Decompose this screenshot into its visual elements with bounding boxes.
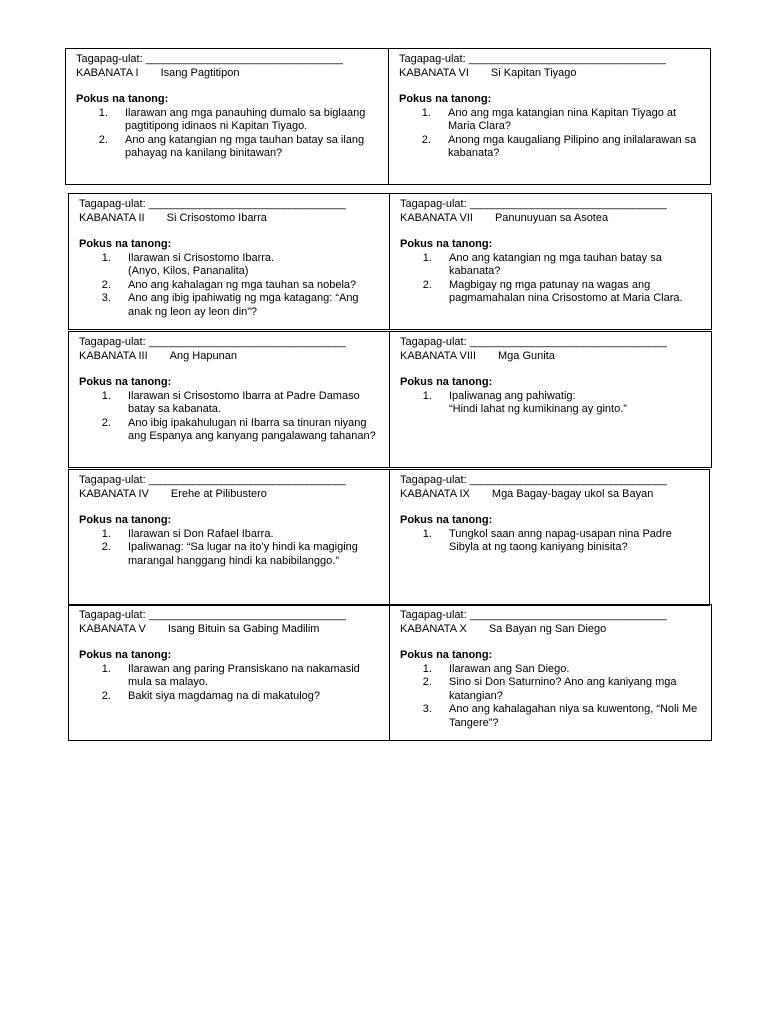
card-kabanata-8 (390, 331, 712, 468)
question: 1. Ilarawan ang San Diego. (435, 663, 701, 677)
chapter-heading: KABANATA VIII Mga Gunita (400, 349, 555, 362)
card-kabanata-1 (65, 48, 389, 185)
question-list (79, 390, 379, 444)
chapter-heading: KABANATA V Isang Bituin sa Gabing Madilim (79, 622, 320, 635)
chapter-heading: KABANATA X Sa Bayan ng San Diego (400, 622, 607, 635)
question: 3. Ano ang kahalagahan niya sa kuwentong, “Noli Me Tangere”? (435, 703, 701, 730)
reporter-line: Tagapag-ulat: ___________________________________ (399, 53, 666, 65)
row-5 (68, 604, 712, 741)
chapter-heading: KABANATA VII Panunuyuan sa Asotea (400, 211, 609, 224)
focus-label: Pokus na tanong: (79, 514, 172, 526)
reporter-line: Tagapag-ulat: ___________________________________ (79, 198, 346, 210)
card-kabanata-6 (389, 48, 711, 185)
question: 1. Ilarawan si Don Rafael Ibarra. (114, 528, 379, 542)
chapter-heading: KABANATA III Ang Hapunan (79, 349, 237, 362)
reporter-line: Tagapag-ulat: ___________________________________ (76, 53, 343, 65)
card-kabanata-4 (68, 469, 390, 606)
question: 1. Ilarawan si Crisostomo Ibarra. (Anyo, Kilos, Pananalita) (114, 252, 379, 279)
question-list (400, 528, 699, 555)
question: 2. Ano ibig ipakahulugan ni Ibarra sa tinuran niyang ang Espanya ang kanyang pangalawang tahanan? (114, 417, 379, 444)
focus-label: Pokus na tanong: (79, 376, 172, 388)
row-2 (68, 193, 712, 330)
row-4 (68, 469, 710, 606)
focus-label: Pokus na tanong: (400, 514, 493, 526)
card-kabanata-2 (68, 193, 390, 330)
focus-label: Pokus na tanong: (399, 93, 492, 105)
row-3 (68, 331, 712, 468)
question-list (400, 390, 701, 417)
question: 1. Ilarawan ang paring Pransiskano na nakamasid mula sa malayo. (114, 663, 379, 690)
question: 3. Ano ang ibig ipahiwatig ng mga katagang: “Ang anak ng leon ay leon din”? (114, 292, 379, 319)
question: 1. Ipaliwanag ang pahiwatig: “Hindi lahat ng kumikinang ay ginto.” (435, 390, 701, 417)
question: 2. Anong mga kaugaliang Pilipino ang inilalarawan sa kabanata? (434, 134, 700, 161)
reporter-line: Tagapag-ulat: ___________________________________ (79, 336, 346, 348)
chapter-heading: KABANATA IV Erehe at Pilibustero (79, 487, 267, 500)
question: 2. Ipaliwanag: “Sa lugar na ito’y hindi ka magiging marangal hanggang hindi ka nabibilanggo.” (114, 541, 379, 568)
question-list (399, 107, 700, 161)
question: 2. Bakit siya magdamag na di makatulog? (114, 690, 379, 704)
question-list (400, 252, 701, 306)
card-kabanata-9 (390, 469, 710, 606)
question-list (79, 528, 379, 569)
reporter-line: Tagapag-ulat: ___________________________________ (400, 609, 667, 621)
question-list (79, 663, 379, 704)
question: 1. Ano ang katangian ng mga tauhan batay sa kabanata? (435, 252, 701, 279)
sub-note: “Hindi lahat ng kumikinang ay ginto.” (449, 403, 627, 415)
row-1 (65, 48, 711, 185)
sub-note: (Anyo, Kilos, Pananalita) (128, 265, 249, 277)
focus-label: Pokus na tanong: (400, 376, 493, 388)
question: 2. Ano ang kahalagan ng mga tauhan sa nobela? (114, 279, 379, 293)
reporter-line: Tagapag-ulat: ___________________________________ (400, 336, 667, 348)
reporter-line: Tagapag-ulat: ___________________________________ (79, 474, 346, 486)
chapter-heading: KABANATA II Si Crisostomo Ibarra (79, 211, 267, 224)
question: 1. Ano ang mga katangian nina Kapitan Tiyago at Maria Clara? (434, 107, 700, 134)
focus-label: Pokus na tanong: (79, 649, 172, 661)
card-kabanata-5 (68, 604, 390, 741)
focus-label: Pokus na tanong: (76, 93, 169, 105)
card-kabanata-10 (390, 604, 712, 741)
question: 2. Ano ang katangian ng mga tauhan batay sa ilang pahayag na kanilang binitawan? (111, 134, 378, 161)
question: 2. Sino si Don Saturnino? Ano ang kaniyang mga katangian? (435, 676, 701, 703)
question: 1. Tungkol saan anng napag-usapan nina Padre Sibyla at ng taong kaniyang binisita? (435, 528, 699, 555)
chapter-heading: KABANATA VI Si Kapitan Tiyago (399, 66, 577, 79)
question: 1. Ilarawan si Crisostomo Ibarra at Padre Damaso batay sa kabanata. (114, 390, 379, 417)
question: 1. Ilarawan ang mga panauhing dumalo sa biglaang pagtitipong idinaos ni Kapitan Tiyago. (111, 107, 378, 134)
chapter-heading: KABANATA I Isang Pagtitipon (76, 66, 240, 79)
focus-label: Pokus na tanong: (400, 649, 493, 661)
reporter-line: Tagapag-ulat: ___________________________________ (400, 474, 667, 486)
card-kabanata-7 (390, 193, 712, 330)
card-kabanata-3 (68, 331, 390, 468)
reporter-line: Tagapag-ulat: ___________________________________ (79, 609, 346, 621)
focus-label: Pokus na tanong: (79, 238, 172, 250)
focus-label: Pokus na tanong: (400, 238, 493, 250)
question: 2. Magbigay ng mga patunay na wagas ang pagmamahalan nina Crisostomo at Maria Clara. (435, 279, 701, 306)
reporter-line: Tagapag-ulat: ___________________________________ (400, 198, 667, 210)
question-list (79, 252, 379, 320)
chapter-heading: KABANATA IX Mga Bagay-bagay ukol sa Bayan (400, 487, 654, 500)
question-list (400, 663, 701, 731)
question-list (76, 107, 378, 161)
